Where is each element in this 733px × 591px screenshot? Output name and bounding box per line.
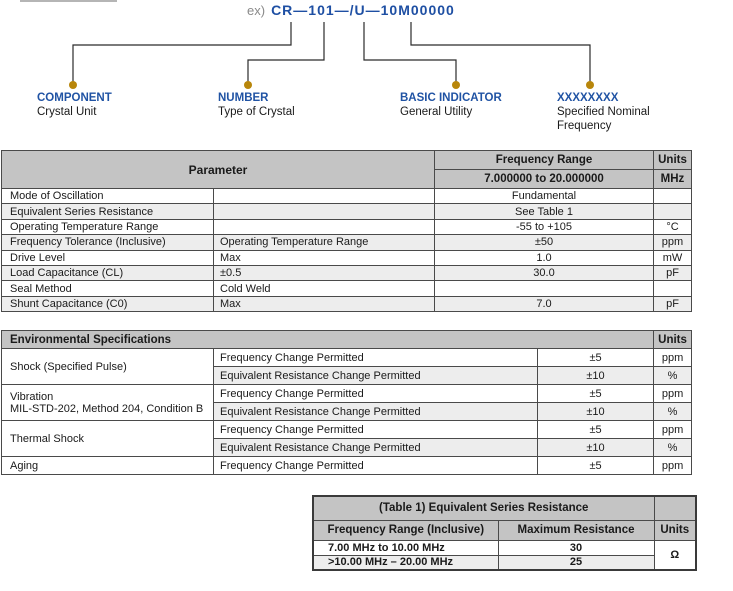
cell-test-group xyxy=(2,421,214,457)
cell-test: Frequency Change Permitted xyxy=(214,385,538,403)
cell-unit: ppm xyxy=(654,349,692,367)
table-row xyxy=(2,385,692,403)
cell-unit: ppm xyxy=(654,385,692,403)
connector-line xyxy=(248,22,324,83)
group-name: Thermal Shock xyxy=(10,432,84,445)
cell-value: ±10 xyxy=(538,367,654,385)
example-prefix: ex) xyxy=(247,3,266,18)
table-row xyxy=(2,265,692,280)
connector-dot xyxy=(452,81,460,89)
cell-condition: Max xyxy=(214,250,435,265)
table-row xyxy=(2,281,692,296)
cell-value: ±5 xyxy=(538,385,654,403)
part-number-title xyxy=(247,2,455,20)
connector-dot xyxy=(586,81,594,89)
cell-unit: ppm xyxy=(654,235,692,250)
table-row xyxy=(2,219,692,234)
table-row xyxy=(2,189,692,204)
cell-test: Frequency Change Permitted xyxy=(214,349,538,367)
cell-unit xyxy=(654,281,692,296)
cell-parameter: Mode of Oscillation xyxy=(2,189,214,204)
connector-lines xyxy=(0,20,733,92)
callout-label: COMPONENT xyxy=(37,92,112,104)
callout-label: XXXXXXXX xyxy=(557,92,619,104)
cell-condition xyxy=(214,204,435,219)
cell-parameter: Operating Temperature Range xyxy=(2,219,214,234)
cell-resistance: 30 xyxy=(498,540,654,555)
cell-parameter: Seal Method xyxy=(2,281,214,296)
cell-value: See Table 1 xyxy=(435,204,654,219)
env-header-row xyxy=(2,331,692,349)
callout-description: Type of Crystal xyxy=(218,106,295,118)
spec-header-row xyxy=(2,151,692,170)
cell-unit: mW xyxy=(654,250,692,265)
cell-parameter: Drive Level xyxy=(2,250,214,265)
cell-test-group xyxy=(2,349,214,385)
cell-test-group xyxy=(2,457,214,475)
callout-number xyxy=(218,91,295,119)
cell-resistance: 25 xyxy=(498,555,654,570)
cell-value: Fundamental xyxy=(435,189,654,204)
table-row xyxy=(313,555,696,570)
connector-line xyxy=(73,22,291,83)
callout-description: Specified Nominal Frequency xyxy=(557,106,650,132)
cell-value: ±50 xyxy=(435,235,654,250)
cell-parameter: Load Capacitance (CL) xyxy=(2,265,214,280)
cell-unit: % xyxy=(654,367,692,385)
table1-header-row xyxy=(313,520,696,540)
cell-value: 1.0 xyxy=(435,250,654,265)
callout-description: Crystal Unit xyxy=(37,106,97,118)
callout-label: BASIC INDICATOR xyxy=(400,92,502,104)
cell-value: 30.0 xyxy=(435,265,654,280)
group-name: Aging xyxy=(10,459,39,472)
cell-unit: % xyxy=(654,439,692,457)
cell-value: ±5 xyxy=(538,421,654,439)
group-name: Shock (Specified Pulse) xyxy=(10,360,127,373)
header-units: Units xyxy=(654,151,692,170)
connector-line xyxy=(411,22,590,83)
table1-esr xyxy=(312,495,697,571)
cell-unit: Ω xyxy=(654,540,696,570)
group-subname: MIL-STD-202, Method 204, Condition B xyxy=(10,402,204,415)
table1-title-row xyxy=(313,496,696,520)
cell-value: ±5 xyxy=(538,457,654,475)
cell-value: ±10 xyxy=(538,403,654,421)
env-units-header: Units xyxy=(654,331,692,349)
callout-description: General Utility xyxy=(400,106,473,118)
cell-unit: pF xyxy=(654,296,692,311)
cell-unit xyxy=(654,189,692,204)
table-row xyxy=(2,457,692,475)
cell-test: Frequency Change Permitted xyxy=(214,421,538,439)
cell-condition: Operating Temperature Range xyxy=(214,235,435,250)
cell-value: 7.0 xyxy=(435,296,654,311)
connector-line xyxy=(364,22,456,83)
cell-condition xyxy=(214,189,435,204)
part-number: CR—101—/U—10M00000 xyxy=(271,2,455,18)
cell-unit xyxy=(654,204,692,219)
cell-parameter: Shunt Capacitance (C0) xyxy=(2,296,214,311)
table-row xyxy=(2,421,692,439)
cell-unit: ppm xyxy=(654,421,692,439)
cell-unit: °C xyxy=(654,219,692,234)
header-range-value: 7.000000 to 20.000000 xyxy=(435,170,654,189)
cell-unit: pF xyxy=(654,265,692,280)
table1-header-units: Units xyxy=(654,520,696,540)
cell-test-group xyxy=(2,385,214,421)
cell-parameter: Equivalent Series Resistance xyxy=(2,204,214,219)
cell-condition: Max xyxy=(214,296,435,311)
header-parameter: Parameter xyxy=(2,151,435,189)
top-edge-artifact xyxy=(20,0,117,2)
callout-label: NUMBER xyxy=(218,92,269,104)
table-row xyxy=(2,235,692,250)
cell-value xyxy=(435,281,654,296)
cell-value: ±5 xyxy=(538,349,654,367)
table-row xyxy=(313,540,696,555)
cell-test: Equivalent Resistance Change Permitted xyxy=(214,439,538,457)
callout-frequency xyxy=(557,91,673,133)
cell-parameter: Frequency Tolerance (Inclusive) xyxy=(2,235,214,250)
table-row xyxy=(2,204,692,219)
table1-corner-cell xyxy=(654,496,696,520)
connector-dot xyxy=(69,81,77,89)
cell-value: ±10 xyxy=(538,439,654,457)
callout-basic-indicator xyxy=(400,91,502,119)
cell-unit: % xyxy=(654,403,692,421)
spec-table xyxy=(1,150,692,312)
cell-test: Equivalent Resistance Change Permitted xyxy=(214,403,538,421)
table1-header-range: Frequency Range (Inclusive) xyxy=(313,520,498,540)
cell-test: Equivalent Resistance Change Permitted xyxy=(214,367,538,385)
cell-condition: Cold Weld xyxy=(214,281,435,296)
header-frequency-range: Frequency Range xyxy=(435,151,654,170)
table-row xyxy=(2,296,692,311)
table-row xyxy=(2,349,692,367)
cell-value: -55 to +105 xyxy=(435,219,654,234)
environmental-table xyxy=(1,330,692,475)
cell-test: Frequency Change Permitted xyxy=(214,457,538,475)
cell-range: >10.00 MHz – 20.00 MHz xyxy=(313,555,498,570)
table1-title: (Table 1) Equivalent Series Resistance xyxy=(313,496,654,520)
table1-header-resistance: Maximum Resistance xyxy=(498,520,654,540)
env-title: Environmental Specifications xyxy=(2,331,654,349)
group-name: Vibration xyxy=(10,390,54,403)
cell-range: 7.00 MHz to 10.00 MHz xyxy=(313,540,498,555)
table-row xyxy=(2,250,692,265)
callout-component xyxy=(37,91,112,119)
cell-condition: ±0.5 xyxy=(214,265,435,280)
cell-unit: ppm xyxy=(654,457,692,475)
header-units-value: MHz xyxy=(654,170,692,189)
connector-dot xyxy=(244,81,252,89)
cell-condition xyxy=(214,219,435,234)
